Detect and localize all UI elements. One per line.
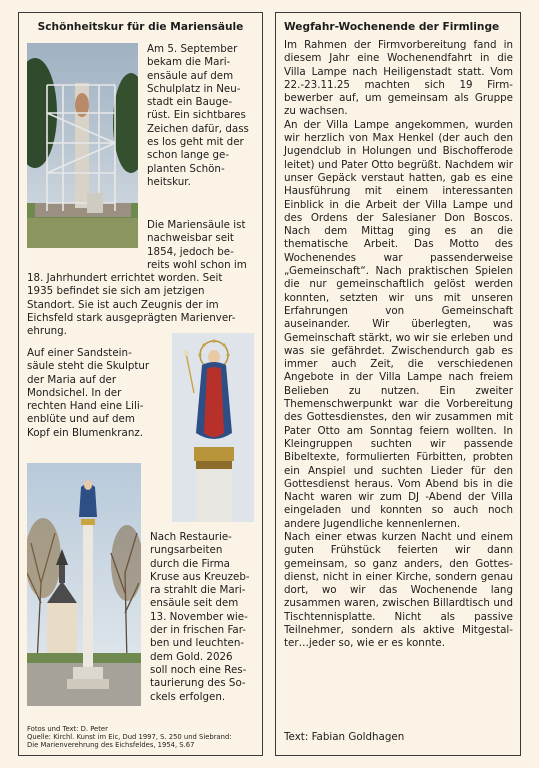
history-paragraph-wide: 18. Jahrhundert errichtet worden. Seit 1935 befindet sie sich am jetzigen Standort. Sie ist auch Zeugnis der im Eichsfeld stark ausgeprägten Marienver- ehrung.	[27, 272, 236, 338]
right-article	[275, 12, 521, 756]
body-paragraph-3: Nach einer etwas kurzen Nacht und einem guten Frühstück feierten wir dann gemeinsam, so ganz anders, den Gottesdienst, nicht in einer Kirche, sondern genau dort, wo wir das Wochenende lang zusammen waren, zwischen Billardtisch und Tischtennisplatte. Nicht als passive Teilnehmer, sondern als aktive Mitgestalter…jeder so, wie er es konnte.	[284, 530, 513, 650]
photo-credit: Fotos und Text: D. Peter Quelle: Kirchl. Kunst im Eic, Dud 1997, S. 250 und Siebrand: Die Marienverehrung des Eichsfeldes, 1954, S.67	[27, 725, 232, 750]
sculpture-paragraph: Auf einer Sandstein- säule steht die Skulptur der Maria auf der Mondsichel. In der rechten Hand eine Lili- enblüte und auf dem Kopf ein Blumenkranz.	[27, 347, 150, 439]
photo-maria-statue	[172, 333, 254, 522]
restoration-paragraph: Nach Restaurie- rungsarbeiten durch die Firma Kruse aus Kreuzeb- ra strahlt die Mari- ensäule seit dem 13. November wie- der in frischen Far- ben und leuchten- dem Gold. 2026 soll noch eine Res- taurierung des So- ckels erfolgen.	[150, 531, 250, 703]
right-article-body	[284, 39, 513, 651]
photo-restored-column	[27, 463, 141, 706]
intro-paragraph: Am 5. September bekam die Mari- ensäule auf dem Schulplatz in Neu- stadt ein Bauge- rüst. Ein sichtbares Zeichen dafür, dass es los geht mit der schon lange ge- planten Schön- heitskur.	[147, 43, 249, 188]
body-paragraph-1: Im Rahmen der Firmvorbereitung fand in diesem Jahr eine Wochenendfahrt in die Villa Lampe nach Heiligenstadt statt. Vom 22.-23.11.25 machten sich 19 Firmbewerber auf, um gemeinsam als Gruppe zu wachsen.	[284, 39, 513, 118]
author-line: Text: Fabian Goldhagen	[284, 731, 405, 743]
photo-scaffolding	[27, 43, 138, 248]
right-article-title: Wegfahr-Wochenende der Firmlinge	[284, 21, 500, 33]
left-article-title: Schönheitskur für die Mariensäule	[37, 21, 244, 33]
left-article	[18, 12, 263, 756]
body-paragraph-2: An der Villa Lampe angekommen, wurden wir herzlich von Max Henkel (der auch den Jugendclub in Holungen und Bischofferode leitet) und Pater Otto begrüßt. Nachdem wir unser Gepäck verstaut hatten, gab es eine Hausführung mit einem interessanten Einblick in die Arbeit der Villa Lampe und des Ordens der Salesianer Don Boscos. Nach dem Mittag ging es an die thematische Arbeit. Das Motto des Wochenendes war passenderweise „Gemeinschaft“. Nach praktischen Spielen die nur gemeinschaftlich gelöst werden konnten, setzten wir uns mit unseren Erfahrungen von Gemeinschaft auseinander. Wir überlegten, was Gemeinschaft stärkt, wo wir sie erleben und was sie gefährdet. Zwischendurch gab es immer auch Zeit, die verschiedenen Angebote in der Villa Lampe nach freiem Belieben zu nutzen. Ein zweiter Themenschwerpunkt war die Vorbereitung des Gottesdienstes, den wir zusammen mit Pater Otto am Sonntag feiern wollten. In Kleingruppen suchten wir passende Bibeltexte, formulierten Fürbitten, probten ein Anspiel und suchten Lieder für den Gottesdienst heraus. Vom Abend bis in die Nacht waren wir zum DJ -Abend der Villa eingeladen und konnten so auch noch andere Jugendliche kennenlernen.	[284, 118, 513, 530]
history-paragraph-narrow: Die Mariensäule ist nachweisbar seit 1854, jedoch be- reits wohl schon im	[147, 219, 247, 271]
